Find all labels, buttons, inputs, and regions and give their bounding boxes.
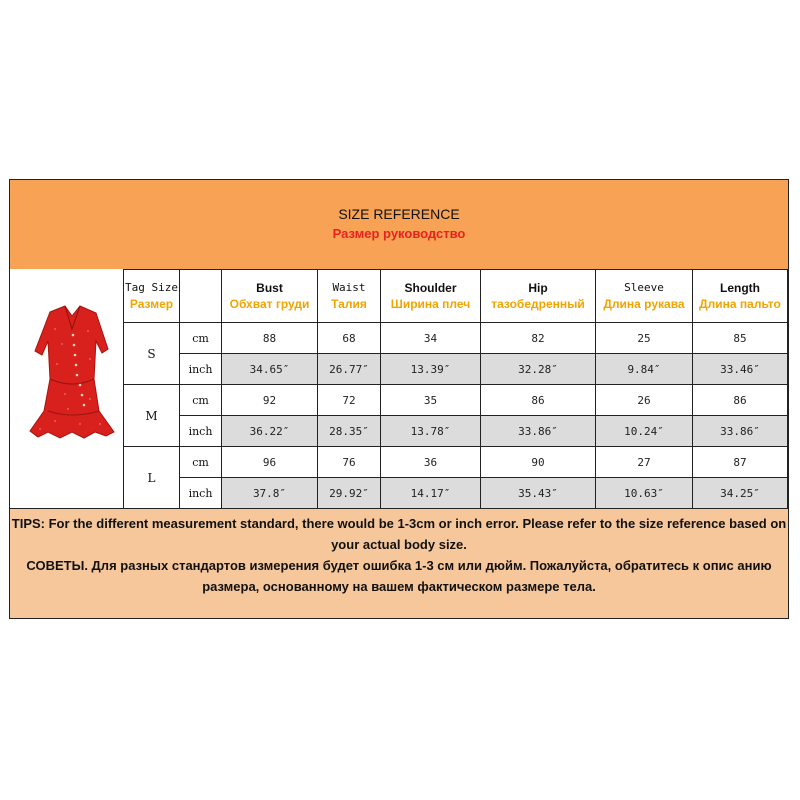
unit-label: inch [180,478,222,509]
measurement-cell: 10.63″ [596,478,693,509]
measurement-cell: 25 [596,323,693,354]
table-row [124,478,788,509]
column-header-ru: Ширина плеч [390,297,471,311]
column-header-en: Length [720,281,760,295]
unit-header [180,270,222,323]
table-header-row [124,270,788,323]
measurement-cell: 32.28″ [481,354,596,385]
table-row [124,385,788,416]
product-photo [10,269,124,506]
measurement-cell: 76 [318,447,381,478]
column-header-en: Waist [332,281,366,294]
measurement-cell: 35 [381,385,481,416]
tips-text-en: TIPS: For the different measurement standard, there would be 1-3cm or inch error. Please refer to the size reference based on your actual body size. [11,516,787,552]
size-label: M [124,385,180,447]
size-chart [9,179,789,619]
unit-label: inch [180,354,222,385]
column-header-hip [481,270,596,323]
table-row [124,416,788,447]
column-header-en: Shoulder [404,281,457,295]
title-ru: Размер руководство [332,226,466,241]
column-header-shoulder [381,270,481,323]
column-header-length [693,270,788,323]
table-row [124,323,788,354]
measurement-cell: 86 [481,385,596,416]
title-en: SIZE REFERENCE [338,206,460,222]
measurement-cell: 87 [693,447,788,478]
size-label: L [124,447,180,509]
measurement-cell: 10.24″ [596,416,693,447]
measurement-cell: 9.84″ [596,354,693,385]
red-dress-image [10,269,123,506]
tag-size-header [124,270,180,323]
column-header-ru: Обхват груди [229,297,310,311]
measurement-cell: 33.86″ [693,416,788,447]
column-header-en: Bust [256,281,283,295]
measurement-cell: 33.46″ [693,354,788,385]
unit-label: cm [180,447,222,478]
column-header-en: Sleeve [624,281,664,294]
unit-label: inch [180,416,222,447]
size-label: S [124,323,180,385]
measurement-cell: 37.8″ [222,478,318,509]
measurement-cell: 82 [481,323,596,354]
size-chart-header [10,180,788,270]
measurement-cell: 96 [222,447,318,478]
unit-label: cm [180,323,222,354]
measurement-cell: 26.77″ [318,354,381,385]
column-header-ru: тазобедренный [491,297,585,311]
measurement-cell: 34.25″ [693,478,788,509]
measurement-cell: 36 [381,447,481,478]
measurement-cell: 13.39″ [381,354,481,385]
measurement-cell: 85 [693,323,788,354]
measurement-cell: 35.43″ [481,478,596,509]
measurement-cell: 92 [222,385,318,416]
column-header-sleeve [596,270,693,323]
column-header-ru: Талия [331,297,367,311]
tips-box [10,508,788,618]
measurement-cell: 68 [318,323,381,354]
measurement-cell: 14.17″ [381,478,481,509]
measurement-cell: 34.65″ [222,354,318,385]
measurement-cell: 29.92″ [318,478,381,509]
size-table [123,269,788,509]
tag-size-label-ru: Размер [129,297,174,311]
tag-size-label-en: Tag Size [125,281,178,294]
measurement-cell: 33.86″ [481,416,596,447]
column-header-ru: Длина пальто [699,297,781,311]
measurement-cell: 36.22″ [222,416,318,447]
measurement-cell: 13.78″ [381,416,481,447]
unit-label: cm [180,385,222,416]
measurement-cell: 88 [222,323,318,354]
table-row [124,447,788,478]
column-header-bust [222,270,318,323]
measurement-cell: 26 [596,385,693,416]
measurement-cell: 90 [481,447,596,478]
measurement-cell: 34 [381,323,481,354]
column-header-en: Hip [528,281,548,295]
measurement-cell: 27 [596,447,693,478]
column-header-ru: Длина рукава [603,297,685,311]
column-header-waist [318,270,381,323]
measurement-cell: 72 [318,385,381,416]
tips-text-ru: СОВЕТЫ. Для разных стандартов измерения будет ошибка 1-3 см или дюйм. Пожалуйста, обратитесь к опис анию размера, основанному на вашем фактическом размере тела. [26,558,772,594]
measurement-cell: 28.35″ [318,416,381,447]
measurement-cell: 86 [693,385,788,416]
table-row [124,354,788,385]
